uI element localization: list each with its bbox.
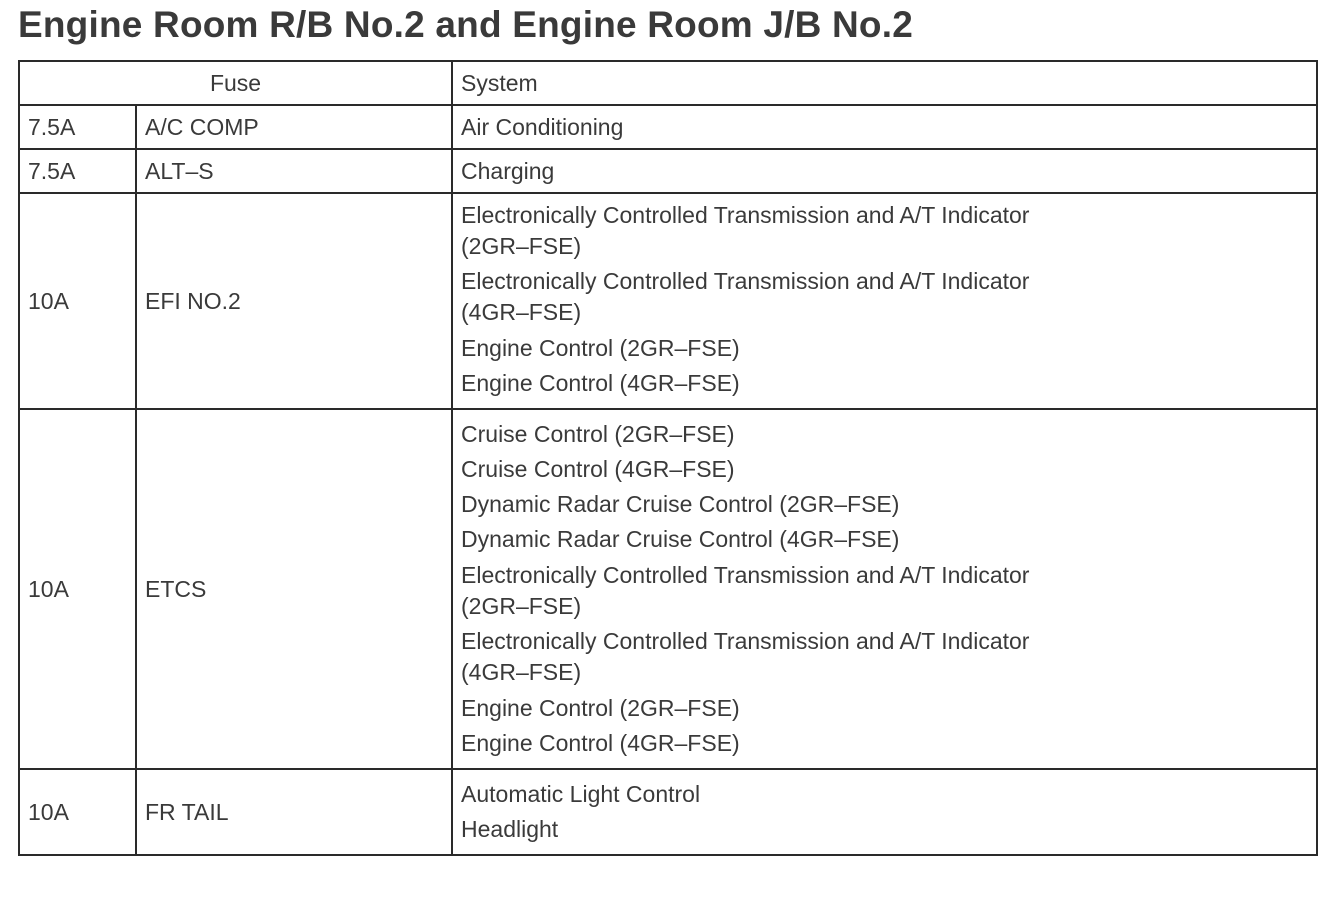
fuse-column-header: Fuse [19, 61, 452, 105]
system-entry: Engine Control (2GR–FSE) [461, 695, 740, 721]
system-entry: Dynamic Radar Cruise Control (2GR–FSE) [461, 491, 900, 517]
system-entry: Automatic Light Control [461, 781, 701, 807]
system-entry: Dynamic Radar Cruise Control (4GR–FSE) [461, 526, 900, 552]
system-entry: Electronically Controlled Transmission and A/T Indicator (4GR–FSE) [461, 268, 1030, 325]
table-row [19, 193, 1317, 409]
fuse-name: FR TAIL [136, 769, 452, 855]
system-cell [452, 193, 1317, 409]
system-cell [452, 409, 1317, 769]
system-cell [452, 769, 1317, 855]
table-row [19, 409, 1317, 769]
system-entry: Engine Control (4GR–FSE) [461, 370, 740, 396]
table-row [19, 105, 1317, 149]
fuse-name: ETCS [136, 409, 452, 769]
system-entry: Cruise Control (2GR–FSE) [461, 421, 735, 447]
fuse-amperage: 10A [19, 409, 136, 769]
system-entry: Charging [461, 157, 555, 184]
fuse-amperage: 10A [19, 193, 136, 409]
fuse-name: ALT–S [136, 149, 452, 193]
fuse-name: EFI NO.2 [136, 193, 452, 409]
fuse-table-body [19, 105, 1317, 855]
system-cell [452, 149, 1317, 193]
system-column-header: System [452, 61, 1317, 105]
system-cell [452, 105, 1317, 149]
table-row [19, 769, 1317, 855]
table-header-row [19, 61, 1317, 105]
system-entry: Electronically Controlled Transmission and A/T Indicator (2GR–FSE) [461, 202, 1030, 259]
system-entry: Headlight [461, 816, 559, 842]
fuse-amperage: 7.5A [19, 149, 136, 193]
fuse-amperage: 7.5A [19, 105, 136, 149]
fuse-name: A/C COMP [136, 105, 452, 149]
system-entry: Cruise Control (4GR–FSE) [461, 456, 735, 482]
system-entry: Engine Control (2GR–FSE) [461, 335, 740, 361]
system-entry: Air Conditioning [461, 113, 624, 140]
system-entry: Electronically Controlled Transmission and A/T Indicator (2GR–FSE) [461, 562, 1030, 619]
system-entry: Engine Control (4GR–FSE) [461, 730, 740, 756]
fuse-amperage: 10A [19, 769, 136, 855]
fuse-table [18, 60, 1318, 856]
system-entry: Electronically Controlled Transmission and A/T Indicator (4GR–FSE) [461, 628, 1030, 685]
table-row [19, 149, 1317, 193]
page-title: Engine Room R/B No.2 and Engine Room J/B No.2 [18, 4, 913, 45]
